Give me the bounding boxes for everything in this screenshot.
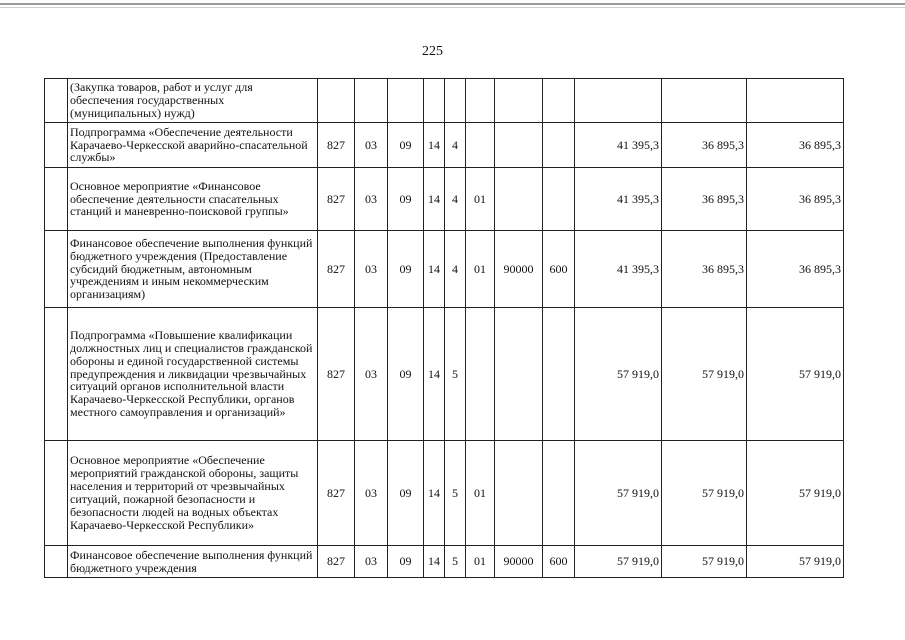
direction-code-cell <box>495 123 543 168</box>
amount-1-cell: 57 919,0 <box>575 441 662 546</box>
amount-3-cell: 57 919,0 <box>747 308 844 441</box>
expense-type-cell: 600 <box>543 231 575 308</box>
ministry-code-cell: 827 <box>318 546 355 578</box>
section-code-cell: 03 <box>355 546 388 578</box>
program-code-cell: 14 <box>424 168 445 231</box>
item-name-cell: Подпрограмма «Повышение квалификации должностных лиц и специалистов гражданской обороны и единой государственной системы предупреждения и ликвидации чрезвычайных ситуаций органов исполнительной власти Карачаево-Черкесской Республики, органов местного самоуправления и организаций» <box>68 308 318 441</box>
amount-3-cell: 57 919,0 <box>747 546 844 578</box>
index-cell <box>45 441 68 546</box>
subsection-code-cell: 09 <box>388 123 424 168</box>
direction-code-cell <box>495 308 543 441</box>
subprogram-code-cell: 4 <box>445 231 466 308</box>
direction-code-cell: 90000 <box>495 231 543 308</box>
ministry-code-cell: 827 <box>318 441 355 546</box>
amount-2-cell: 57 919,0 <box>662 546 747 578</box>
index-cell <box>45 546 68 578</box>
table-row <box>45 308 844 441</box>
subprogram-code-cell: 5 <box>445 308 466 441</box>
event-code-cell <box>466 79 495 123</box>
event-code-cell: 01 <box>466 546 495 578</box>
event-code-cell: 01 <box>466 231 495 308</box>
amount-1-cell: 57 919,0 <box>575 546 662 578</box>
item-name-cell: Финансовое обеспечение выполнения функций бюджетного учреждения (Предоставление субсидий бюджетным, автономным учреждениям и иным некоммерческим организациям) <box>68 231 318 308</box>
index-cell <box>45 168 68 231</box>
program-code-cell: 14 <box>424 441 445 546</box>
section-code-cell: 03 <box>355 308 388 441</box>
table-body <box>45 79 844 578</box>
expense-type-cell: 600 <box>543 546 575 578</box>
ministry-code-cell: 827 <box>318 308 355 441</box>
amount-1-cell: 41 395,3 <box>575 123 662 168</box>
top-border-line <box>0 3 905 5</box>
amount-2-cell: 36 895,3 <box>662 168 747 231</box>
section-code-cell: 03 <box>355 231 388 308</box>
amount-3-cell: 36 895,3 <box>747 168 844 231</box>
direction-code-cell <box>495 79 543 123</box>
section-code-cell: 03 <box>355 168 388 231</box>
direction-code-cell <box>495 441 543 546</box>
direction-code-cell <box>495 168 543 231</box>
amount-3-cell: 57 919,0 <box>747 441 844 546</box>
expense-type-cell <box>543 308 575 441</box>
amount-2-cell: 57 919,0 <box>662 441 747 546</box>
amount-2-cell: 36 895,3 <box>662 123 747 168</box>
subprogram-code-cell: 4 <box>445 123 466 168</box>
ministry-code-cell: 827 <box>318 168 355 231</box>
program-code-cell <box>424 79 445 123</box>
subsection-code-cell: 09 <box>388 441 424 546</box>
event-code-cell <box>466 123 495 168</box>
item-name-cell: Основное мероприятие «Обеспечение мероприятий гражданской обороны, защиты населения и территорий от чрезвычайных ситуаций, пожарной безопасности и безопасности людей на водных объектах Карачаево-Черкесской Республики» <box>68 441 318 546</box>
page-number: 225 <box>422 44 443 59</box>
event-code-cell <box>466 308 495 441</box>
amount-3-cell <box>747 79 844 123</box>
ministry-code-cell: 827 <box>318 123 355 168</box>
table-row <box>45 79 844 123</box>
table-row <box>45 546 844 578</box>
amount-2-cell: 36 895,3 <box>662 231 747 308</box>
subprogram-code-cell <box>445 79 466 123</box>
item-name-cell: Подпрограмма «Обеспечение деятельности Карачаево-Черкесской аварийно-спасательной службы» <box>68 123 318 168</box>
event-code-cell: 01 <box>466 441 495 546</box>
expense-type-cell <box>543 123 575 168</box>
item-name-cell: Основное мероприятие «Финансовое обеспечение деятельности спасательных станций и маневренно-поисковой группы» <box>68 168 318 231</box>
index-cell <box>45 231 68 308</box>
program-code-cell: 14 <box>424 308 445 441</box>
ministry-code-cell: 827 <box>318 231 355 308</box>
subprogram-code-cell: 5 <box>445 546 466 578</box>
section-code-cell: 03 <box>355 123 388 168</box>
program-code-cell: 14 <box>424 231 445 308</box>
amount-1-cell <box>575 79 662 123</box>
section-code-cell: 03 <box>355 441 388 546</box>
table-row <box>45 231 844 308</box>
expense-type-cell <box>543 441 575 546</box>
direction-code-cell: 90000 <box>495 546 543 578</box>
subsection-code-cell: 09 <box>388 168 424 231</box>
subsection-code-cell <box>388 79 424 123</box>
subsection-code-cell: 09 <box>388 546 424 578</box>
budget-table <box>44 78 844 578</box>
program-code-cell: 14 <box>424 546 445 578</box>
amount-3-cell: 36 895,3 <box>747 123 844 168</box>
program-code-cell: 14 <box>424 123 445 168</box>
section-code-cell <box>355 79 388 123</box>
amount-1-cell: 41 395,3 <box>575 168 662 231</box>
item-name-cell: (Закупка товаров, работ и услуг для обеспечения государственных (муниципальных) нужд) <box>68 79 318 123</box>
subprogram-code-cell: 5 <box>445 441 466 546</box>
amount-2-cell: 57 919,0 <box>662 308 747 441</box>
amount-2-cell <box>662 79 747 123</box>
table-row <box>45 441 844 546</box>
event-code-cell: 01 <box>466 168 495 231</box>
expense-type-cell <box>543 79 575 123</box>
amount-3-cell: 36 895,3 <box>747 231 844 308</box>
amount-1-cell: 57 919,0 <box>575 308 662 441</box>
item-name-cell: Финансовое обеспечение выполнения функций бюджетного учреждения <box>68 546 318 578</box>
table-row <box>45 168 844 231</box>
subprogram-code-cell: 4 <box>445 168 466 231</box>
index-cell <box>45 123 68 168</box>
ministry-code-cell <box>318 79 355 123</box>
index-cell <box>45 79 68 123</box>
subsection-code-cell: 09 <box>388 308 424 441</box>
amount-1-cell: 41 395,3 <box>575 231 662 308</box>
index-cell <box>45 308 68 441</box>
expense-type-cell <box>543 168 575 231</box>
table-row <box>45 123 844 168</box>
subsection-code-cell: 09 <box>388 231 424 308</box>
top-border-line-secondary <box>0 7 905 8</box>
